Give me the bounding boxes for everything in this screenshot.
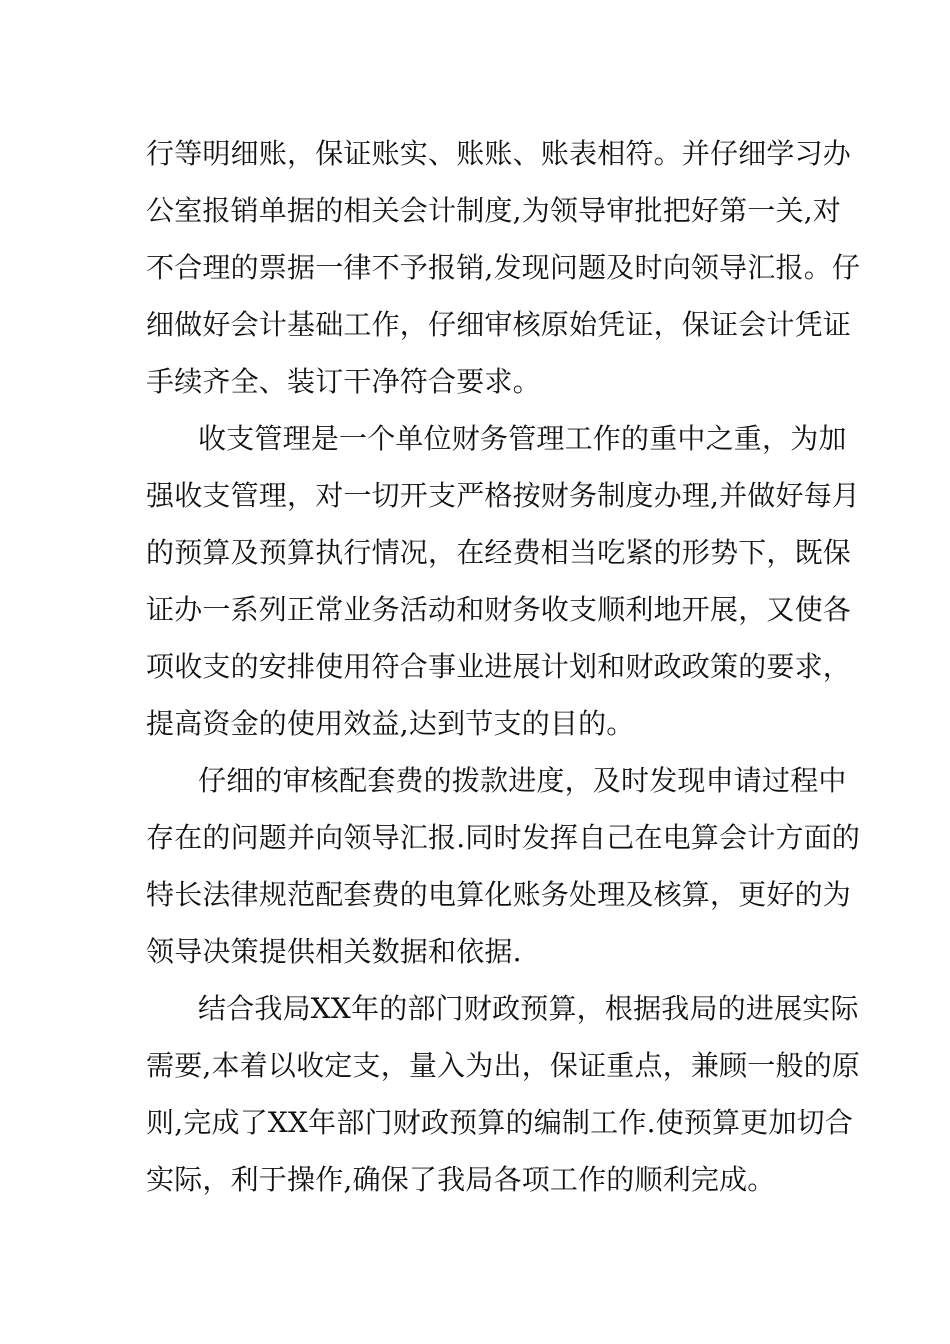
paragraph-4-line-4: 实际，利于操作,确保了我局各项工作的顺利完成。: [146, 1163, 776, 1196]
paragraph-1-line-3: 不合理的票据一律不予报销,发现问题及时向领导汇报。仔: [146, 251, 861, 284]
paragraph-1-line-1: 行等明细账，保证账实、账账、账表相符。并仔细学习办: [146, 137, 852, 170]
paragraph-4-line-1: 结合我局XX年的部门财政预算，根据我局的进展实际: [198, 992, 859, 1025]
paragraph-2-line-5: 项收支的安排使用符合事业进展计划和财政政策的要求，: [146, 650, 852, 683]
paragraph-2-line-3: 的预算及预算执行情况，在经费相当吃紧的形势下，既保: [146, 536, 852, 569]
paragraph-2-line-2: 强收支管理，对一切开支严格按财务制度办理,并做好每月: [146, 479, 861, 512]
paragraph-3-line-3: 特长法律规范配套费的电算化账务处理及核算，更好的为: [146, 878, 852, 911]
paragraph-3-line-2: 存在的问题并向领导汇报.同时发挥自己在电算会计方面的: [146, 821, 861, 854]
paragraph-1-line-4: 细做好会计基础工作，仔细审核原始凭证，保证会计凭证: [146, 308, 852, 341]
paragraph-2-line-6: 提高资金的使用效益,达到节支的目的。: [146, 707, 635, 740]
paragraph-1-line-2: 公室报销单据的相关会计制度,为领导审批把好第一关,对: [146, 194, 842, 227]
paragraph-2-line-4: 证办一系列正常业务活动和财务收支顺利地开展，又使各: [146, 593, 852, 626]
paragraph-4-line-3: 则,完成了XX年部门财政预算的编制工作.使预算更加切合: [146, 1106, 854, 1139]
paragraph-3-line-4: 领导决策提供相关数据和依据.: [146, 935, 522, 968]
paragraph-1-line-5: 手续齐全、装订干净符合要求。: [146, 365, 541, 398]
paragraph-4-line-2: 需要,本着以收定支，量入为出，保证重点，兼顾一般的原: [146, 1049, 861, 1082]
paragraph-2-line-1: 收支管理是一个单位财务管理工作的重中之重，为加: [198, 422, 847, 455]
paragraph-3-line-1: 仔细的审核配套费的拨款进度，及时发现申请过程中: [198, 764, 847, 797]
